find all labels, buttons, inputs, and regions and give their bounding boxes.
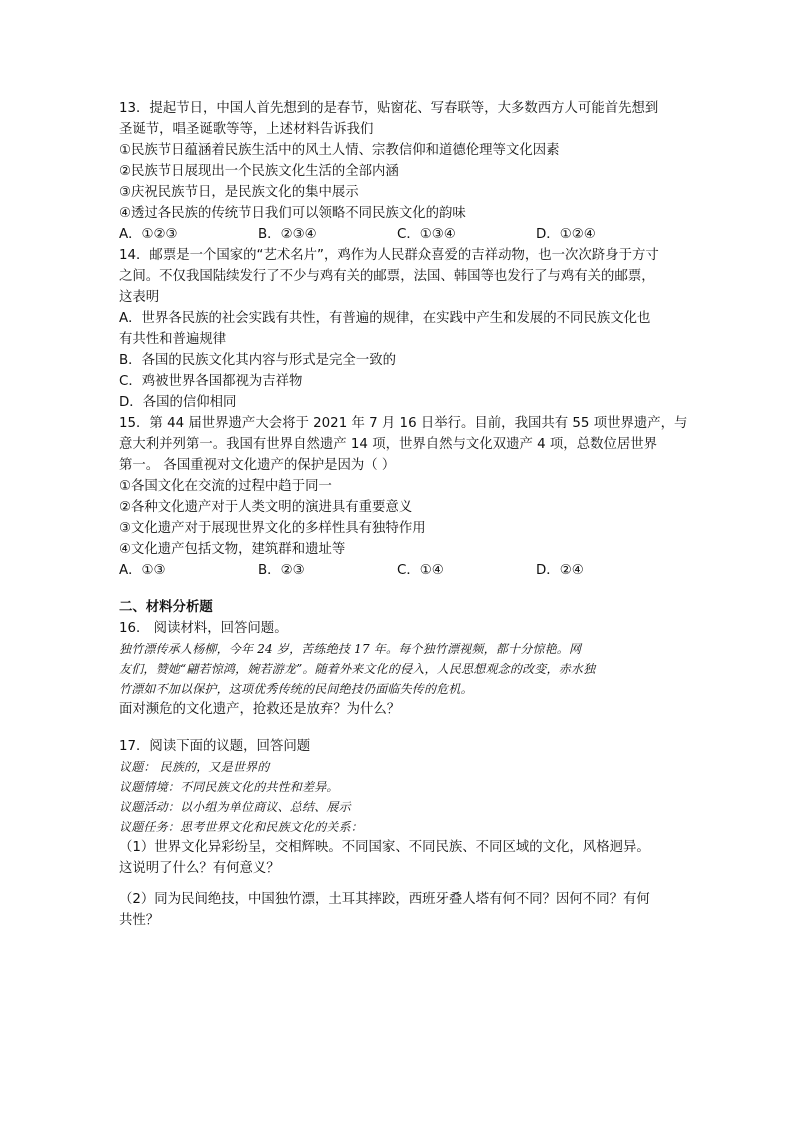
document-content [119, 98, 689, 931]
q15-statement-3: ③文化遗产对于展现世界文化的多样性具有独特作用 [119, 521, 426, 536]
q17-topic-task: 议题任务：思考世界文化和民族文化的关系： [119, 820, 364, 834]
q15-stem-line-1: 15．第 44 届世界遗产大会将于 2021 年 7 月 16 日举行。目前，我国共有 55 项世界遗产，与 [119, 416, 688, 431]
q13-statement-3: ③庆祝民族节日，是民族文化的集中展示 [119, 185, 359, 200]
q14-option-a-line-2: 有共性和普遍规律 [119, 332, 227, 347]
q17-topic-activity: 议题活动：以小组为单位商议、总结、展示 [119, 800, 351, 814]
q14-option-a-line-1: A．世界各民族的社会实践有共性，有普遍的规律，在实践中产生和发展的不同民族文化也 [119, 311, 651, 326]
q15-option-d: D．②④ [536, 563, 584, 578]
q16-material-line-1: 独竹漂传承人杨柳，今年 24 岁，苦练绝技 17 年。每个独竹漂视频，都十分惊艳。网 [119, 642, 582, 656]
q15-option-b: B．②③ [258, 563, 305, 578]
q16-material-line-2: 友们，赞她“翩若惊鸿，婉若游龙”。随着外来文化的侵入，人民思想观念的改变，赤水独 [119, 662, 596, 676]
q14-option-b: B．各国的民族文化其内容与形式是完全一致的 [119, 353, 396, 368]
q14-stem-line-1: 14．邮票是一个国家的“艺术名片”，鸡作为人民群众喜爱的吉祥动物，也一次次跻身于方寸 [119, 248, 659, 263]
q15-option-a: A．①③ [119, 563, 166, 578]
q13-statement-4: ④透过各民族的传统节日我们可以领略不同民族文化的韵味 [119, 206, 466, 221]
q13-option-d: D．①②④ [536, 227, 596, 242]
q15-statement-4: ④文化遗产包括文物，建筑群和遗址等 [119, 542, 346, 557]
q17-topic-context: 议题情境：不同民族文化的共性和差异。 [119, 780, 339, 794]
q13-statement-1: ①民族节日蕴涵着民族生活中的风土人情、宗教信仰和道德伦理等文化因素 [119, 143, 560, 158]
section-heading: 二、材料分析题 [119, 600, 213, 615]
q13-option-a: A．①②③ [119, 227, 178, 242]
q14-stem-line-3: 这表明 [119, 290, 160, 305]
q15-stem-line-3: 第一。 各国重视对文化遗产的保护是因为（ ） [119, 458, 396, 473]
q15-option-c: C．①④ [397, 563, 444, 578]
question-17 [119, 736, 689, 931]
q16-material-line-3: 竹漂如不加以保护，这项优秀传统的民间绝技仍面临失传的危机。 [119, 682, 473, 696]
q13-stem-line-2: 圣诞节，唱圣诞歌等等，上述材料告诉我们 [119, 122, 374, 137]
q13-option-c: C．①③④ [397, 227, 456, 242]
q15-statement-1: ①各国文化在交流的过程中趋于同一 [119, 479, 332, 494]
question-14 [119, 245, 689, 413]
q17-part-1-line-1: （1）世界文化异彩纷呈，交相辉映。不同国家、不同民族、不同区域的文化，风格迥异。 [119, 840, 650, 855]
q13-statement-2: ②民族节日展现出一个民族文化生活的全部内涵 [119, 164, 399, 179]
question-13 [119, 98, 689, 245]
q15-statement-2: ②各种文化遗产对于人类文明的演进具有重要意义 [119, 500, 413, 515]
q13-option-b: B．②③④ [258, 227, 317, 242]
q17-part-2-line-1: （2）同为民间绝技，中国独竹漂，土耳其摔跤，西班牙叠人塔有何不同？因何不同？有何 [119, 892, 650, 907]
q17-part-2-line-2: 共性？ [119, 913, 160, 928]
q13-stem-line-1: 13．提起节日，中国人首先想到的是春节，贴窗花、写春联等，大多数西方人可能首先想到 [119, 101, 659, 116]
question-16 [119, 618, 689, 720]
q17-topic: 议题： 民族的，又是世界的 [119, 760, 270, 774]
q15-stem-line-2: 意大利并列第一。我国有世界自然遗产 14 项，世界自然与文化双遗产 4 项，总数位居世界 [119, 437, 658, 452]
q13-options [119, 224, 689, 245]
q16-question: 面对濒危的文化遗产，抢救还是放弃？为什么？ [119, 702, 401, 717]
q17-part-1-line-2: 这说明了什么？有何意义？ [119, 861, 280, 876]
q14-stem-line-2: 之间。不仅我国陆续发行了不少与鸡有关的邮票，法国、韩国等也发行了与鸡有关的邮票， [119, 269, 655, 284]
q14-option-c: C．鸡被世界各国都视为吉祥物 [119, 374, 303, 389]
q17-intro: 17．阅读下面的议题，回答问题 [119, 739, 311, 754]
question-15 [119, 413, 689, 581]
q16-intro: 16． 阅读材料，回答问题。 [119, 621, 288, 636]
q14-option-d: D．各国的信仰相同 [119, 395, 237, 410]
q15-options [119, 560, 689, 581]
